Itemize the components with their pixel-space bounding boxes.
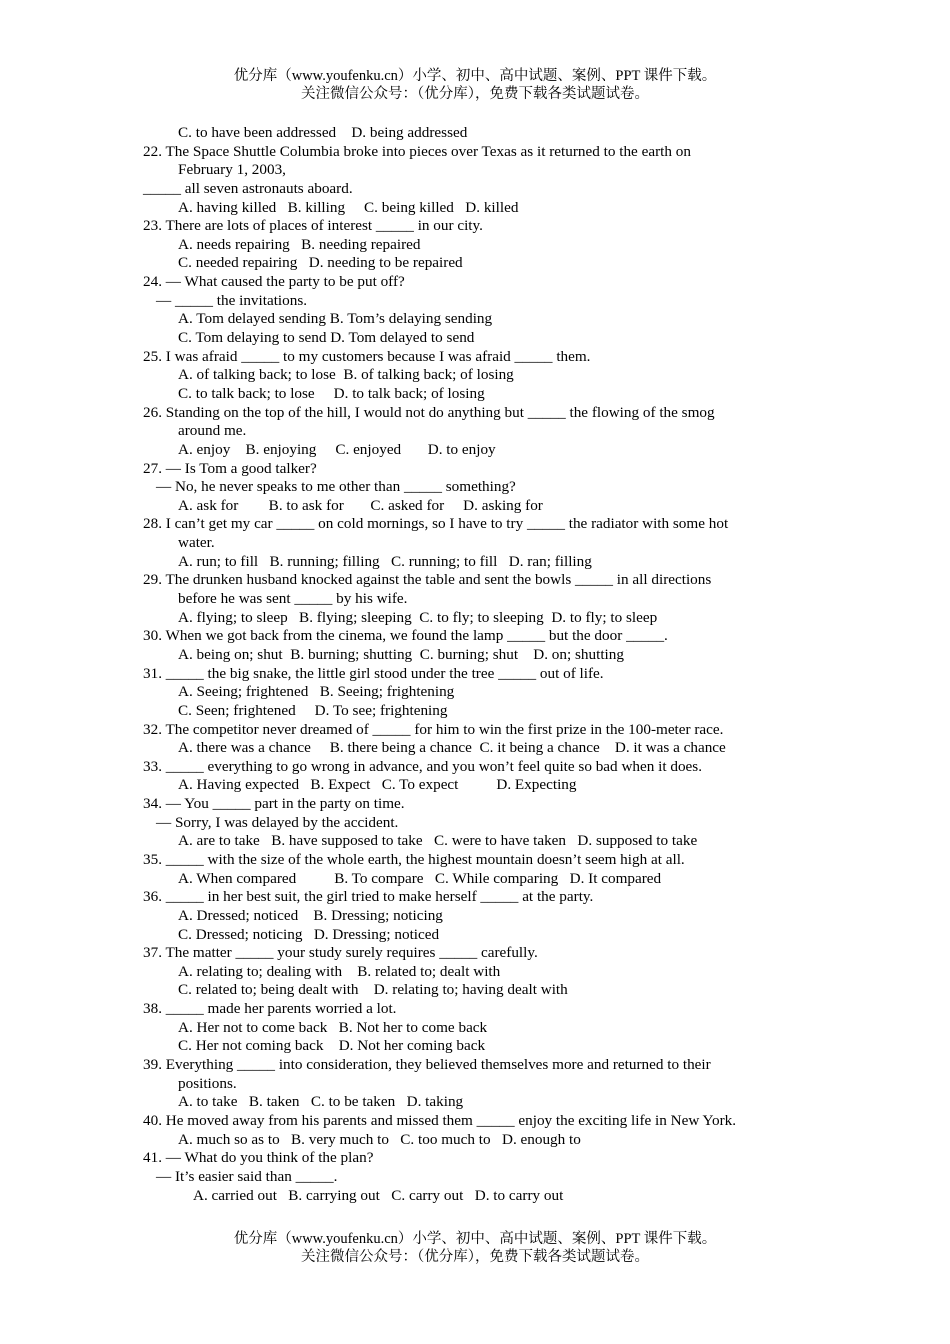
- option-line: A. much so as to B. very much to C. too much to D. enough to: [178, 1130, 581, 1148]
- page-footer: [0, 1230, 950, 1266]
- option-line: C. Her not coming back D. Not her coming back: [178, 1037, 486, 1055]
- option-line: C. Tom delaying to send D. Tom delayed to send: [178, 329, 475, 347]
- question-continuation: before he was sent _____ by his wife.: [178, 590, 408, 608]
- option-line: A. there was a chance B. there being a chance C. it being a chance D. it was a chance: [178, 739, 726, 757]
- question-line: 40. He moved away from his parents and missed them _____ enjoy the exciting life in New York.: [143, 1111, 737, 1129]
- question-line: 35. _____ with the size of the whole earth, the highest mountain doesn’t seem high at all.: [143, 850, 685, 868]
- header-line-2: 关注微信公众号：（优分库），免费下载各类试题试卷。: [301, 86, 649, 102]
- question-continuation: around me.: [178, 422, 247, 440]
- dialogue-line: — It’s easier said than _____.: [156, 1167, 338, 1185]
- option-line: A. Having expected B. Expect C. To expect D. Expecting: [178, 776, 577, 794]
- option-line: C. related to; being dealt with D. relating to; having dealt with: [178, 981, 568, 999]
- question-line: 36. _____ in her best suit, the girl tried to make herself _____ at the party.: [143, 888, 594, 906]
- question-line: 31. _____ the big snake, the little girl stood under the tree _____ out of life.: [143, 664, 604, 682]
- question-line: 22. The Space Shuttle Columbia broke into pieces over Texas as it returned to the earth on: [143, 142, 691, 160]
- option-line: A. being on; shut B. burning; shutting C. burning; shut D. on; shutting: [178, 645, 624, 663]
- option-line: C. Dressed; noticing D. Dressing; noticed: [178, 925, 440, 943]
- option-line: A. are to take B. have supposed to take C. were to have taken D. supposed to take: [178, 832, 698, 850]
- question-line: 41. — What do you think of the plan?: [143, 1149, 374, 1167]
- question-list: [143, 124, 823, 1205]
- option-line: A. of talking back; to lose B. of talking back; of losing: [178, 366, 514, 384]
- option-line: A. having killed B. killing C. being killed D. killed: [178, 198, 519, 216]
- option-line: A. ask for B. to ask for C. asked for D. asking for: [178, 496, 543, 514]
- option-line: A. Seeing; frightened B. Seeing; frightening: [178, 683, 455, 701]
- question-line: 28. I can’t get my car _____ on cold mornings, so I have to try _____ the radiator with some hot: [143, 515, 729, 533]
- option-line: A. needs repairing B. needing repaired: [178, 235, 421, 253]
- option-line: C. to talk back; to lose D. to talk back; of losing: [178, 384, 485, 402]
- question-line: 29. The drunken husband knocked against the table and sent the bowls _____ in all directions: [143, 571, 712, 589]
- header-line-1: 优分库（www.youfenku.cn）小学、初中、高中试题、案例、PPT 课件下载。: [233, 68, 717, 84]
- option-line: A. Tom delayed sending B. Tom’s delaying sending: [178, 310, 493, 328]
- option-line: C. Seen; frightened D. To see; frightening: [178, 701, 448, 719]
- question-continuation: _____ all seven astronauts aboard.: [143, 179, 353, 197]
- option-line: A. When compared B. To compare C. While comparing D. It compared: [178, 869, 662, 887]
- page-header: [0, 67, 950, 103]
- question-line: 39. Everything _____ into consideration, they believed themselves more and returned to their: [143, 1056, 711, 1074]
- option-line: A. carried out B. carrying out C. carry out D. to carry out: [193, 1186, 564, 1204]
- option-line: A. flying; to sleep B. flying; sleeping C. to fly; to sleeping D. to fly; to sleep: [178, 608, 658, 626]
- dialogue-line: — No, he never speaks to me other than _____ something?: [156, 478, 516, 496]
- question-line: 24. — What caused the party to be put off?: [143, 273, 405, 291]
- option-line: A. Her not to come back B. Not her to come back: [178, 1018, 488, 1036]
- question-line: 38. _____ made her parents worried a lot.: [143, 1000, 397, 1018]
- option-line: A. run; to fill B. running; filling C. running; to fill D. ran; filling: [178, 552, 592, 570]
- dialogue-line: — Sorry, I was delayed by the accident.: [156, 813, 399, 831]
- question-line: 34. — You _____ part in the party on time.: [143, 795, 405, 813]
- question-line: 26. Standing on the top of the hill, I would not do anything but _____ the flowing of the smog: [143, 403, 715, 421]
- footer-line-1: 优分库（www.youfenku.cn）小学、初中、高中试题、案例、PPT 课件下载。: [233, 1231, 717, 1247]
- question-line: 32. The competitor never dreamed of _____ for him to win the first prize in the 100-meter race.: [143, 720, 724, 738]
- option-line: A. to take B. taken C. to be taken D. taking: [178, 1093, 464, 1111]
- question-line: 27. — Is Tom a good talker?: [143, 459, 317, 477]
- question-continuation: positions.: [178, 1074, 237, 1092]
- question-line: 37. The matter _____ your study surely requires _____ carefully.: [143, 944, 538, 962]
- option-line: C. to have been addressed D. being addressed: [178, 124, 468, 141]
- option-line: A. enjoy B. enjoying C. enjoyed D. to enjoy: [178, 440, 496, 458]
- question-line: 23. There are lots of places of interest _____ in our city.: [143, 217, 483, 235]
- question-line: 30. When we got back from the cinema, we found the lamp _____ but the door _____.: [143, 627, 668, 645]
- question-line: 33. _____ everything to go wrong in advance, and you won’t feel quite so bad when it does.: [143, 757, 703, 775]
- option-line: A. relating to; dealing with B. related to; dealt with: [178, 962, 501, 980]
- question-continuation: February 1, 2003,: [178, 161, 286, 179]
- footer-line-2: 关注微信公众号：（优分库），免费下载各类试题试卷。: [301, 1249, 649, 1265]
- option-line: C. needed repairing D. needing to be repaired: [178, 254, 463, 272]
- option-line: A. Dressed; noticed B. Dressing; noticing: [178, 906, 443, 924]
- dialogue-line: — _____ the invitations.: [156, 291, 308, 309]
- question-line: 25. I was afraid _____ to my customers because I was afraid _____ them.: [143, 347, 591, 365]
- question-continuation: water.: [178, 534, 215, 552]
